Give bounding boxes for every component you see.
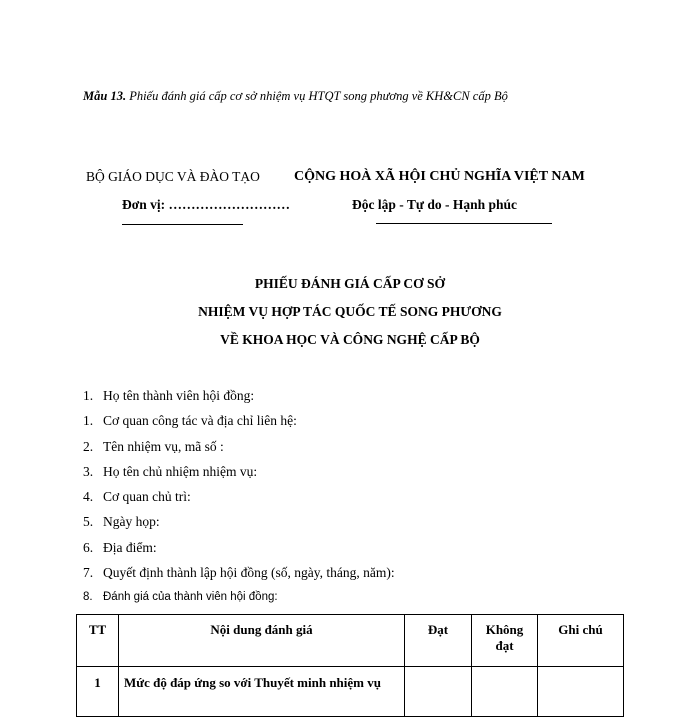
motto-underline <box>376 223 552 224</box>
form-caption <box>83 89 508 104</box>
list-item: 6. Địa điểm: <box>83 539 157 555</box>
list-item: 2. Tên nhiệm vụ, mã số : <box>83 438 224 454</box>
country-name: CỘNG HOÀ XÃ HỘI CHỦ NGHĨA VIỆT NAM <box>294 169 585 184</box>
form-title-line1: PHIẾU ĐÁNH GIÁ CẤP CƠ SỞ <box>254 276 446 291</box>
ministry-name: BỘ GIÁO DỤC VÀ ĐÀO TẠO <box>86 169 260 184</box>
table-header-row <box>77 615 624 667</box>
col-header-content: Nội dung đánh giá <box>119 615 405 667</box>
form-title-line2: NHIỆM VỤ HỢP TÁC QUỐC TẾ SONG PHƯƠNG <box>198 304 502 319</box>
col-header-pass: Đạt <box>405 615 472 667</box>
table-row <box>77 667 624 717</box>
list-item: 4. Cơ quan chủ trì: <box>83 489 191 505</box>
cell-pass[interactable] <box>405 667 472 717</box>
unit-field: Đơn vị: ……………………… <box>122 197 290 212</box>
list-item: 3. Họ tên chủ nhiệm nhiệm vụ: <box>83 463 258 479</box>
evaluation-table <box>76 614 624 717</box>
col-header-tt: TT <box>77 615 119 667</box>
form-caption-text: Phiếu đánh giá cấp cơ sở nhiệm vụ HTQT song phương về KH&CN cấp Bộ <box>129 89 508 103</box>
col-header-note: Ghi chú <box>538 615 624 667</box>
national-motto: Độc lập - Tự do - Hạnh phúc <box>352 197 518 212</box>
list-item: 8. Đánh giá của thành viên hội đồng: <box>83 591 278 604</box>
col-header-fail: Không đạt <box>472 615 538 667</box>
list-item: 1. Cơ quan công tác và địa chỉ liên hệ: <box>83 413 297 429</box>
list-item: 1. Họ tên thành viên hội đồng: <box>83 388 255 403</box>
cell-note[interactable] <box>538 667 624 717</box>
cell-content: Mức độ đáp ứng so với Thuyết minh nhiệm vụ <box>119 667 405 717</box>
cell-fail[interactable] <box>472 667 538 717</box>
list-item: 7. Quyết định thành lập hội đồng (số, ngày, tháng, năm): <box>83 565 395 581</box>
list-item: 5. Ngày họp: <box>83 514 160 530</box>
form-title-line3: VỀ KHOA HỌC VÀ CÔNG NGHỆ CẤP BỘ <box>220 332 480 347</box>
cell-tt: 1 <box>77 667 119 717</box>
info-list <box>83 387 395 615</box>
form-caption-label: Mẫu 13. <box>83 89 127 103</box>
ministry-underline <box>122 224 243 225</box>
